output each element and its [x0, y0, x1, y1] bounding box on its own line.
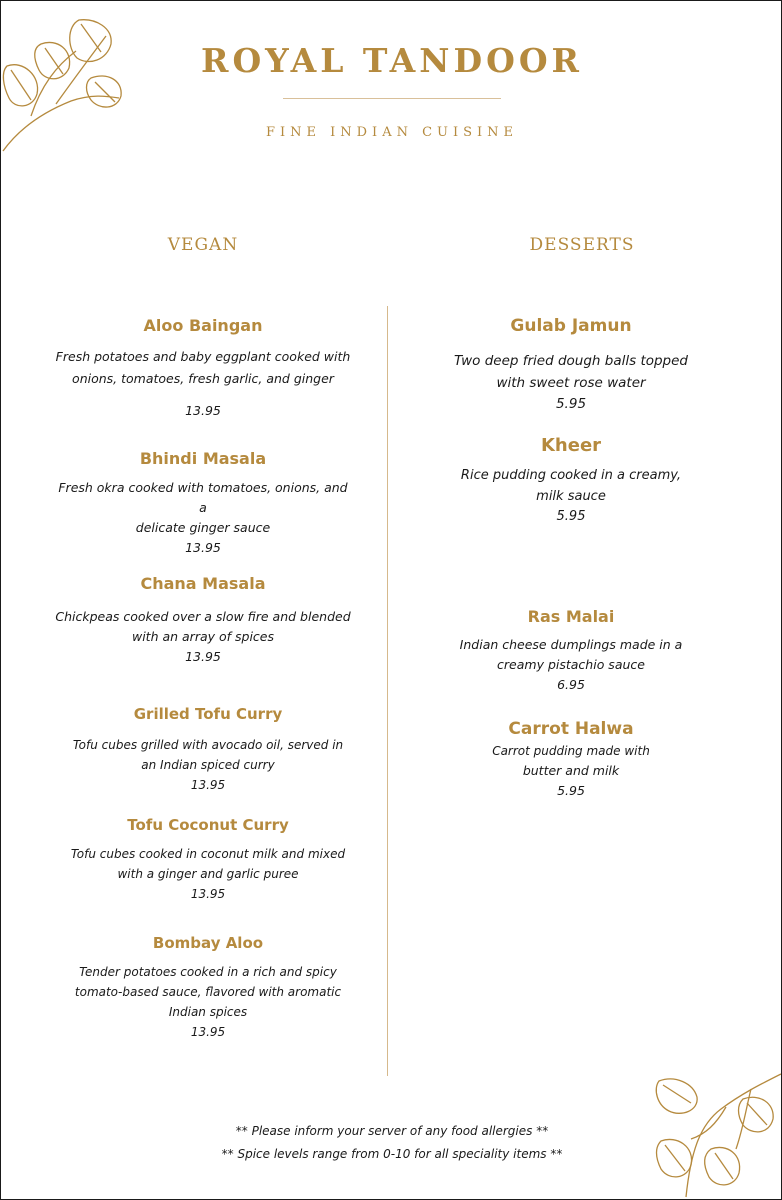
item-description: with a ginger and garlic puree: [117, 867, 299, 881]
restaurant-subtitle: FINE INDIAN CUISINE: [265, 125, 519, 140]
item-description: with sweet rose water: [496, 375, 646, 391]
menu-item-gulab-jamun: [421, 316, 721, 414]
item-name: Ras Malai: [527, 607, 615, 626]
item-description: delicate ginger sauce: [135, 520, 271, 535]
item-name: Bhindi Masala: [139, 449, 267, 468]
item-description: Indian cheese dumplings made in a: [459, 637, 683, 652]
item-description: Tofu cubes grilled with avocado oil, served in: [72, 738, 344, 752]
desserts-section-heading: DESSERTS: [529, 235, 635, 255]
menu-item-aloo-baingan: [53, 316, 353, 421]
item-description: Two deep fried dough balls topped: [453, 353, 689, 369]
menu-item-chana-masala: [53, 574, 353, 667]
item-description: Fresh potatoes and baby eggplant cooked with: [55, 349, 351, 364]
title-divider: [283, 98, 501, 99]
menu-item-kheer: [421, 436, 721, 527]
item-description: creamy pistachio sauce: [497, 657, 645, 672]
menu-item-grilled-tofu-curry: [53, 704, 363, 795]
item-price: 13.95: [185, 649, 221, 664]
item-description: onions, tomatoes, fresh garlic, and ginger: [72, 371, 334, 386]
spice-level-note: ** Spice levels range from 0-10 for all speciality items **: [221, 1147, 563, 1161]
item-name: Gulab Jamun: [510, 316, 632, 336]
item-description: an Indian spiced curry: [141, 758, 275, 772]
column-divider: [387, 306, 388, 1076]
item-price: 13.95: [190, 887, 226, 901]
item-name: Tofu Coconut Curry: [127, 816, 289, 834]
item-price: 5.95: [556, 509, 586, 524]
menu-item-ras-malai: [421, 607, 721, 695]
item-price: 13.95: [190, 778, 226, 792]
item-description: with an array of spices: [131, 629, 275, 644]
item-name: Grilled Tofu Curry: [133, 705, 283, 723]
item-description: Chickpeas cooked over a slow fire and blended: [55, 609, 351, 624]
item-price: 5.95: [555, 396, 587, 412]
item-description: Carrot pudding made with: [492, 744, 650, 758]
allergy-note: ** Please inform your server of any food allergies **: [235, 1124, 549, 1138]
item-name: Aloo Baingan: [143, 316, 263, 335]
item-price: 13.95: [185, 540, 221, 555]
item-name: Chana Masala: [140, 574, 266, 593]
item-description: milk sauce: [536, 489, 606, 504]
item-description: Indian spices: [168, 1005, 248, 1019]
item-price: 5.95: [557, 783, 585, 798]
item-description: Fresh okra cooked with tomatoes, onions, and a: [58, 480, 348, 515]
item-description: Rice pudding cooked in a creamy,: [460, 468, 682, 483]
item-name: Bombay Aloo: [152, 934, 264, 952]
item-description: tomato-based sauce, flavored with aromatic: [74, 985, 342, 999]
item-description: butter and milk: [522, 763, 620, 778]
item-price: 13.95: [190, 1025, 226, 1039]
item-name: Carrot Halwa: [508, 719, 634, 739]
menu-item-bombay-aloo: [53, 933, 363, 1042]
item-price: 6.95: [557, 677, 585, 692]
item-description: Tender potatoes cooked in a rich and spicy: [79, 965, 337, 979]
menu-item-tofu-coconut-curry: [53, 815, 363, 904]
item-name: Kheer: [540, 435, 602, 456]
item-description: Tofu cubes cooked in coconut milk and mixed: [70, 847, 346, 861]
menu-item-bhindi-masala: [53, 449, 353, 558]
restaurant-title: ROYAL TANDOOR: [201, 41, 583, 80]
menu-item-carrot-halwa: [421, 719, 721, 801]
item-price: 13.95: [185, 403, 221, 418]
vegan-section-heading: VEGAN: [167, 235, 239, 255]
